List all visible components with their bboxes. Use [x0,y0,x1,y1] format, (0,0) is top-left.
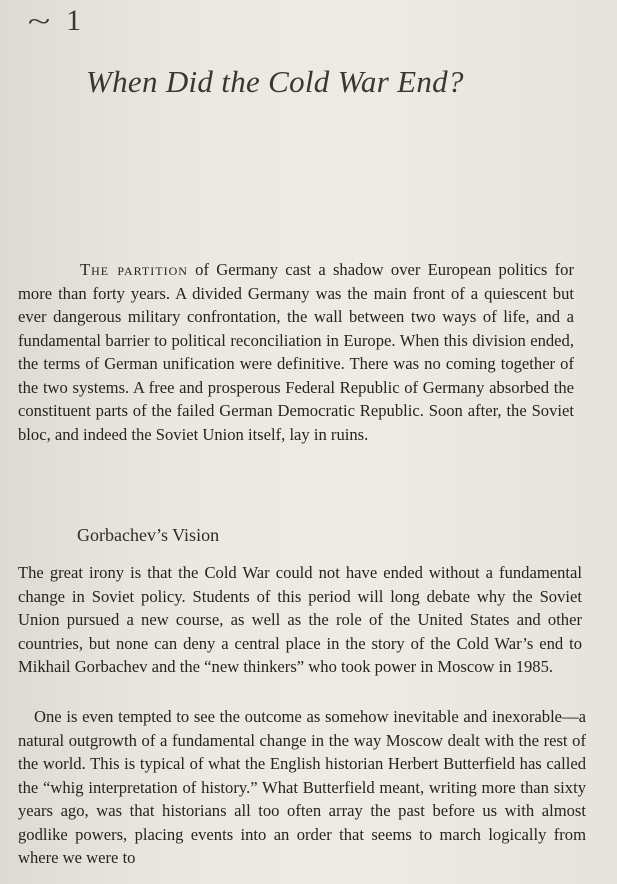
body-paragraph: The great irony is that the Cold War could not have ended without a fundamental change in Soviet policy. Students of this period will long debate why the Soviet Union pursued a new course, as well as the role of the United States and other countries, but none can deny a central place in the story of the Cold War’s end to Mikhail Gorbachev and the “new thinkers” who took power in Moscow in 1985. [18,563,582,676]
chapter-number-text: 1 [66,4,82,37]
section-heading: Gorbachev’s Vision [77,525,220,545]
chapter-title: When Did the Cold War End? [86,64,464,99]
chapter-number [24,4,81,38]
intro-lead-words: The partition [80,260,188,279]
tilde-ornament-icon: ~ [27,7,51,36]
intro-paragraph [18,258,574,446]
intro-text: of Germany cast a shadow over European politics for more than forty years. A divided Germany was the main front of a quiescent but ever dangerous military confrontation, the wall between two ways of life, and a fundamental barrier to political reconciliation in Europe. When this division ended, the terms of German unification were definitive. There was no coming together of the two systems. A free and prosperous Federal Republic of Germany absorbed the constituent parts of the failed German Democratic Republic. Soon after, the Soviet bloc, and indeed the Soviet Union itself, lay in ruins. [18,260,574,444]
body-paragraph: One is even tempted to see the outcome as somehow inevitable and inexorable—a natural outgrowth of a fundamental change in the way Moscow dealt with the rest of the world. This is typical of what the English historian Herbert Butterfield has called the “whig interpretation of history.” What Butterfield meant, writing more than sixty years ago, was that historians all too often array the past before us with almost godlike powers, placing events into an order that seems to march logically from where we were to [18,707,586,867]
